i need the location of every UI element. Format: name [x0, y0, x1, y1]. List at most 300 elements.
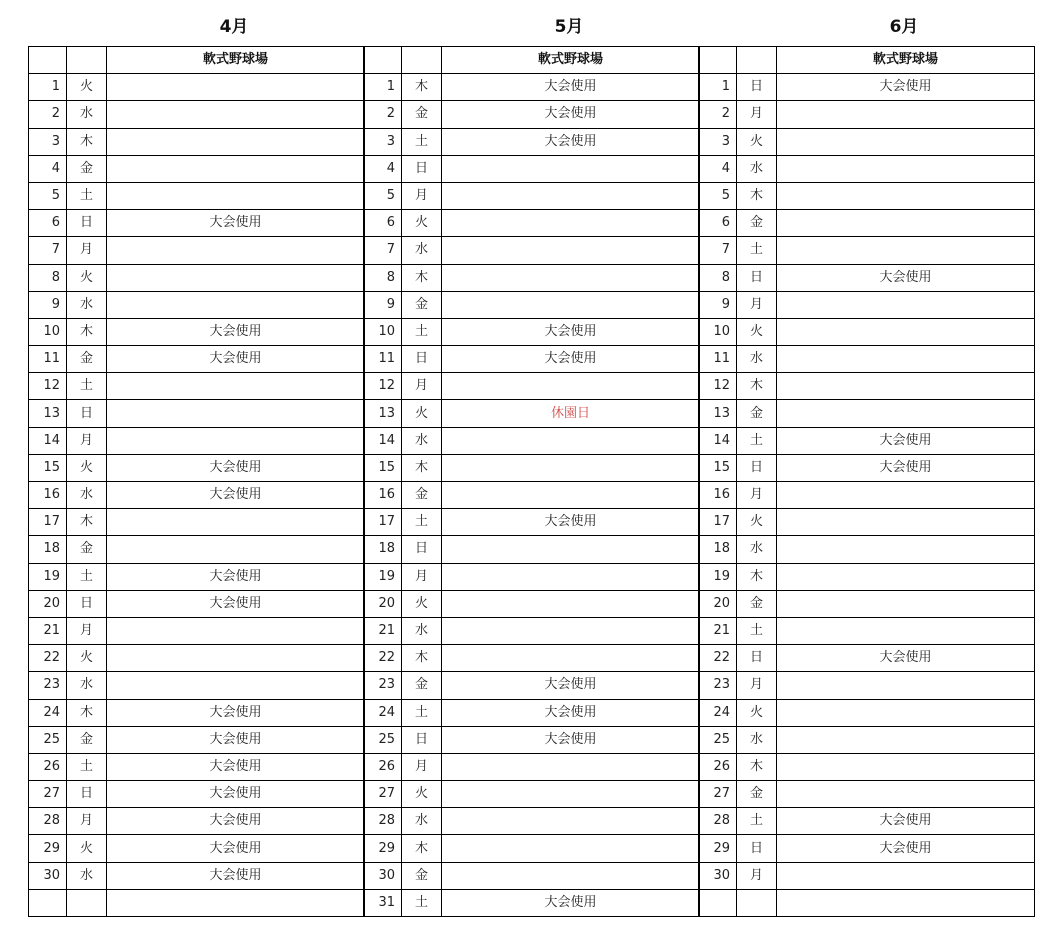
weekday-cell: 水 [67, 672, 107, 699]
table-row [29, 509, 365, 536]
usage-note-cell: 大会使用 [442, 726, 700, 753]
usage-note-cell [777, 400, 1035, 427]
weekday-cell: 土 [402, 699, 442, 726]
day-number-cell: 25 [699, 726, 737, 753]
usage-note-cell [777, 781, 1035, 808]
weekday-cell: 木 [737, 182, 777, 209]
day-number-cell: 9 [699, 291, 737, 318]
day-number-cell: 5 [364, 182, 402, 209]
weekday-cell: 土 [67, 563, 107, 590]
usage-note-cell: 大会使用 [107, 590, 365, 617]
table-row [29, 617, 365, 644]
day-number-cell: 26 [699, 753, 737, 780]
table-row [699, 155, 1035, 182]
weekday-cell: 土 [737, 237, 777, 264]
weekday-cell: 日 [737, 835, 777, 862]
day-number-cell: 14 [364, 427, 402, 454]
table-row [29, 889, 365, 916]
usage-note-cell [107, 101, 365, 128]
usage-note-cell [777, 590, 1035, 617]
weekday-cell: 月 [67, 808, 107, 835]
weekday-cell: 金 [67, 726, 107, 753]
weekday-cell: 日 [67, 210, 107, 237]
table-row [364, 835, 700, 862]
weekday-cell: 水 [67, 101, 107, 128]
table-row [364, 427, 700, 454]
table-row [29, 563, 365, 590]
usage-note-cell [777, 128, 1035, 155]
usage-note-cell [107, 128, 365, 155]
table-row [29, 726, 365, 753]
weekday-cell: 火 [402, 210, 442, 237]
table-row [364, 645, 700, 672]
weekday-cell [67, 889, 107, 916]
day-number-cell: 2 [699, 101, 737, 128]
day-number-cell: 12 [364, 373, 402, 400]
day-number-cell: 5 [699, 182, 737, 209]
weekday-cell: 火 [67, 645, 107, 672]
weekday-cell: 木 [67, 318, 107, 345]
table-row [364, 291, 700, 318]
table-row [364, 726, 700, 753]
usage-note-cell: 大会使用 [107, 318, 365, 345]
usage-note-cell: 大会使用 [777, 454, 1035, 481]
usage-note-cell: 大会使用 [442, 74, 700, 101]
usage-note-cell: 大会使用 [107, 454, 365, 481]
usage-note-cell: 大会使用 [777, 808, 1035, 835]
usage-note-cell: 大会使用 [442, 672, 700, 699]
usage-note-cell [107, 427, 365, 454]
day-number-cell: 13 [364, 400, 402, 427]
table-row [29, 482, 365, 509]
table-row [364, 237, 700, 264]
table-row [29, 808, 365, 835]
weekday-cell: 月 [402, 563, 442, 590]
day-number-cell: 15 [29, 454, 67, 481]
usage-note-cell [107, 155, 365, 182]
day-number-cell: 24 [364, 699, 402, 726]
usage-note-cell [107, 400, 365, 427]
day-number-cell: 6 [699, 210, 737, 237]
day-number-cell: 21 [29, 617, 67, 644]
usage-note-cell: 大会使用 [442, 101, 700, 128]
day-number-cell: 2 [29, 101, 67, 128]
table-row [29, 182, 365, 209]
table-row [699, 645, 1035, 672]
usage-note-cell [442, 835, 700, 862]
day-number-cell: 16 [699, 482, 737, 509]
usage-note-cell [777, 182, 1035, 209]
day-number-cell: 4 [699, 155, 737, 182]
weekday-cell: 火 [402, 400, 442, 427]
usage-note-cell [107, 889, 365, 916]
weekday-cell: 火 [737, 318, 777, 345]
day-number-cell: 23 [364, 672, 402, 699]
table-row [699, 264, 1035, 291]
weekday-cell: 日 [737, 454, 777, 481]
day-number-cell: 25 [364, 726, 402, 753]
weekday-cell: 土 [402, 318, 442, 345]
header-venue-cell: 軟式野球場 [442, 47, 700, 74]
weekday-cell: 金 [67, 346, 107, 373]
header-weekday-cell [737, 47, 777, 74]
weekday-cell: 木 [737, 753, 777, 780]
day-number-cell: 8 [699, 264, 737, 291]
weekday-cell: 水 [737, 726, 777, 753]
weekday-cell: 火 [737, 699, 777, 726]
usage-note-cell: 大会使用 [777, 645, 1035, 672]
table-row [699, 318, 1035, 345]
usage-note-cell [777, 536, 1035, 563]
usage-note-cell [442, 808, 700, 835]
table-row [29, 318, 365, 345]
weekday-cell: 火 [402, 781, 442, 808]
table-row [364, 318, 700, 345]
usage-note-cell: 大会使用 [107, 346, 365, 373]
day-number-cell: 16 [364, 482, 402, 509]
table-row [29, 781, 365, 808]
weekday-cell: 金 [402, 482, 442, 509]
usage-note-cell: 大会使用 [442, 699, 700, 726]
weekday-cell: 水 [737, 536, 777, 563]
usage-note-cell [442, 182, 700, 209]
day-number-cell: 19 [699, 563, 737, 590]
weekday-cell: 水 [737, 155, 777, 182]
day-number-cell: 23 [29, 672, 67, 699]
table-row [699, 563, 1035, 590]
usage-note-cell [777, 726, 1035, 753]
usage-note-cell [107, 645, 365, 672]
weekday-cell: 水 [402, 427, 442, 454]
usage-note-cell: 大会使用 [107, 699, 365, 726]
usage-note-cell [442, 617, 700, 644]
day-number-cell: 10 [699, 318, 737, 345]
weekday-cell: 木 [402, 454, 442, 481]
day-number-cell: 1 [29, 74, 67, 101]
weekday-cell: 日 [67, 590, 107, 617]
table-row [29, 346, 365, 373]
day-number-cell: 24 [29, 699, 67, 726]
table-row [29, 699, 365, 726]
table-row [29, 536, 365, 563]
day-number-cell: 27 [29, 781, 67, 808]
usage-note-cell: 大会使用 [777, 427, 1035, 454]
day-number-cell: 28 [29, 808, 67, 835]
table-row [699, 346, 1035, 373]
weekday-cell: 木 [402, 835, 442, 862]
table-row [364, 509, 700, 536]
header-day-cell [29, 47, 67, 74]
usage-note-cell [777, 155, 1035, 182]
table-row [364, 699, 700, 726]
day-number-cell: 14 [29, 427, 67, 454]
weekday-cell: 日 [67, 400, 107, 427]
day-number-cell: 10 [364, 318, 402, 345]
weekday-cell: 日 [737, 264, 777, 291]
weekday-cell [737, 889, 777, 916]
usage-note-cell: 大会使用 [442, 889, 700, 916]
day-number-cell: 26 [29, 753, 67, 780]
usage-note-cell [442, 373, 700, 400]
weekday-cell: 火 [67, 454, 107, 481]
day-number-cell: 23 [699, 672, 737, 699]
usage-note-cell [777, 346, 1035, 373]
usage-note-cell: 大会使用 [107, 210, 365, 237]
day-number-cell: 9 [29, 291, 67, 318]
day-number-cell: 21 [699, 617, 737, 644]
table-row [699, 536, 1035, 563]
table-row [699, 699, 1035, 726]
day-number-cell [699, 889, 737, 916]
weekday-cell: 月 [402, 182, 442, 209]
month-title-june: 6月 [889, 17, 919, 37]
day-number-cell: 20 [699, 590, 737, 617]
table-row [29, 291, 365, 318]
weekday-cell: 火 [402, 590, 442, 617]
weekday-cell: 水 [402, 237, 442, 264]
day-number-cell: 4 [29, 155, 67, 182]
calendar-table-june [698, 46, 1035, 917]
weekday-cell: 水 [402, 808, 442, 835]
day-number-cell: 18 [29, 536, 67, 563]
table-row [699, 808, 1035, 835]
usage-note-cell [442, 291, 700, 318]
table-row [364, 590, 700, 617]
weekday-cell: 水 [67, 862, 107, 889]
weekday-cell: 土 [402, 128, 442, 155]
usage-note-cell [107, 509, 365, 536]
usage-note-cell [442, 753, 700, 780]
table-row [364, 346, 700, 373]
weekday-cell: 金 [402, 862, 442, 889]
day-number-cell: 7 [29, 237, 67, 264]
table-row [699, 454, 1035, 481]
day-number-cell: 1 [364, 74, 402, 101]
table-row [29, 264, 365, 291]
table-row [699, 726, 1035, 753]
day-number-cell: 7 [699, 237, 737, 264]
usage-note-cell [442, 155, 700, 182]
usage-note-cell [442, 536, 700, 563]
weekday-cell: 日 [737, 74, 777, 101]
table-row [29, 155, 365, 182]
table-row [364, 210, 700, 237]
day-number-cell: 10 [29, 318, 67, 345]
table-row [699, 74, 1035, 101]
day-number-cell: 3 [699, 128, 737, 155]
table-row [29, 590, 365, 617]
day-number-cell: 5 [29, 182, 67, 209]
weekday-cell: 金 [402, 101, 442, 128]
usage-note-cell [777, 482, 1035, 509]
weekday-cell: 土 [67, 753, 107, 780]
day-number-cell: 3 [364, 128, 402, 155]
usage-note-cell [107, 291, 365, 318]
weekday-cell: 水 [737, 346, 777, 373]
usage-note-cell: 大会使用 [442, 128, 700, 155]
table-row [699, 862, 1035, 889]
day-number-cell: 30 [29, 862, 67, 889]
day-number-cell: 17 [699, 509, 737, 536]
table-header-row [364, 47, 700, 74]
table-row [699, 617, 1035, 644]
table-row [364, 101, 700, 128]
header-day-cell [699, 47, 737, 74]
usage-note-cell: 大会使用 [107, 726, 365, 753]
day-number-cell: 15 [699, 454, 737, 481]
day-number-cell: 2 [364, 101, 402, 128]
usage-note-cell [442, 862, 700, 889]
day-number-cell: 29 [29, 835, 67, 862]
weekday-cell: 月 [67, 237, 107, 264]
usage-note-cell [777, 237, 1035, 264]
day-number-cell: 11 [699, 346, 737, 373]
table-row [699, 889, 1035, 916]
day-number-cell: 28 [699, 808, 737, 835]
weekday-cell: 木 [737, 373, 777, 400]
usage-note-cell [777, 101, 1035, 128]
weekday-cell: 日 [402, 346, 442, 373]
usage-note-cell [107, 536, 365, 563]
table-row [29, 862, 365, 889]
weekday-cell: 木 [402, 645, 442, 672]
day-number-cell: 30 [364, 862, 402, 889]
table-row [699, 182, 1035, 209]
day-number-cell: 7 [364, 237, 402, 264]
table-row [364, 454, 700, 481]
table-row [699, 781, 1035, 808]
day-number-cell: 15 [364, 454, 402, 481]
weekday-cell: 月 [67, 427, 107, 454]
day-number-cell: 22 [29, 645, 67, 672]
usage-note-cell [107, 74, 365, 101]
day-number-cell: 11 [29, 346, 67, 373]
usage-note-cell: 大会使用 [107, 563, 365, 590]
day-number-cell: 24 [699, 699, 737, 726]
usage-note-cell [442, 563, 700, 590]
usage-note-cell [107, 617, 365, 644]
table-row [364, 482, 700, 509]
header-venue-cell: 軟式野球場 [107, 47, 365, 74]
usage-note-cell [442, 645, 700, 672]
table-row [29, 400, 365, 427]
usage-note-cell [107, 672, 365, 699]
weekday-cell: 月 [737, 291, 777, 318]
day-number-cell: 8 [29, 264, 67, 291]
usage-note-cell: 大会使用 [442, 509, 700, 536]
usage-note-cell [442, 210, 700, 237]
day-number-cell: 18 [364, 536, 402, 563]
day-number-cell: 13 [699, 400, 737, 427]
usage-note-cell [777, 753, 1035, 780]
table-row [699, 509, 1035, 536]
table-row [364, 889, 700, 916]
table-row [364, 781, 700, 808]
weekday-cell: 火 [737, 509, 777, 536]
usage-note-cell [777, 699, 1035, 726]
weekday-cell: 火 [67, 835, 107, 862]
calendar-table-may [363, 46, 700, 917]
table-row [699, 753, 1035, 780]
weekday-cell: 土 [737, 427, 777, 454]
usage-note-cell [107, 237, 365, 264]
usage-note-cell [442, 427, 700, 454]
day-number-cell: 31 [364, 889, 402, 916]
header-day-cell [364, 47, 402, 74]
weekday-cell: 水 [402, 617, 442, 644]
usage-note-cell [442, 781, 700, 808]
table-header-row [29, 47, 365, 74]
day-number-cell: 20 [364, 590, 402, 617]
day-number-cell: 19 [29, 563, 67, 590]
table-row [364, 617, 700, 644]
weekday-cell: 月 [737, 862, 777, 889]
table-row [364, 182, 700, 209]
day-number-cell: 16 [29, 482, 67, 509]
usage-note-cell: 大会使用 [107, 808, 365, 835]
usage-note-cell: 大会使用 [777, 835, 1035, 862]
usage-note-cell [442, 454, 700, 481]
usage-note-cell [107, 182, 365, 209]
weekday-cell: 月 [402, 753, 442, 780]
weekday-cell: 木 [402, 264, 442, 291]
day-number-cell: 14 [699, 427, 737, 454]
weekday-cell: 火 [67, 264, 107, 291]
weekday-cell: 金 [737, 210, 777, 237]
table-row [699, 427, 1035, 454]
header-weekday-cell [67, 47, 107, 74]
day-number-cell: 1 [699, 74, 737, 101]
usage-note-cell: 大会使用 [442, 346, 700, 373]
table-row [364, 563, 700, 590]
usage-note-cell [777, 509, 1035, 536]
day-number-cell: 12 [29, 373, 67, 400]
day-number-cell: 8 [364, 264, 402, 291]
weekday-cell: 木 [402, 74, 442, 101]
day-number-cell: 6 [29, 210, 67, 237]
weekday-cell: 水 [67, 291, 107, 318]
day-number-cell: 11 [364, 346, 402, 373]
table-row [29, 101, 365, 128]
weekday-cell: 金 [67, 536, 107, 563]
header-venue-cell: 軟式野球場 [777, 47, 1035, 74]
weekday-cell: 木 [737, 563, 777, 590]
day-number-cell: 27 [699, 781, 737, 808]
table-row [364, 672, 700, 699]
table-row [364, 808, 700, 835]
month-title-may: 5月 [554, 17, 584, 37]
table-row [29, 373, 365, 400]
weekday-cell: 土 [67, 182, 107, 209]
weekday-cell: 日 [402, 536, 442, 563]
weekday-cell: 日 [402, 726, 442, 753]
day-number-cell: 4 [364, 155, 402, 182]
day-number-cell: 21 [364, 617, 402, 644]
weekday-cell: 水 [67, 482, 107, 509]
usage-note-cell: 大会使用 [442, 318, 700, 345]
usage-note-cell [442, 237, 700, 264]
day-number-cell: 19 [364, 563, 402, 590]
weekday-cell: 金 [737, 781, 777, 808]
table-row [699, 373, 1035, 400]
weekday-cell: 日 [737, 645, 777, 672]
weekday-cell: 木 [67, 509, 107, 536]
table-row [699, 128, 1035, 155]
day-number-cell: 20 [29, 590, 67, 617]
usage-note-cell: 大会使用 [777, 264, 1035, 291]
day-number-cell: 26 [364, 753, 402, 780]
table-row [699, 835, 1035, 862]
